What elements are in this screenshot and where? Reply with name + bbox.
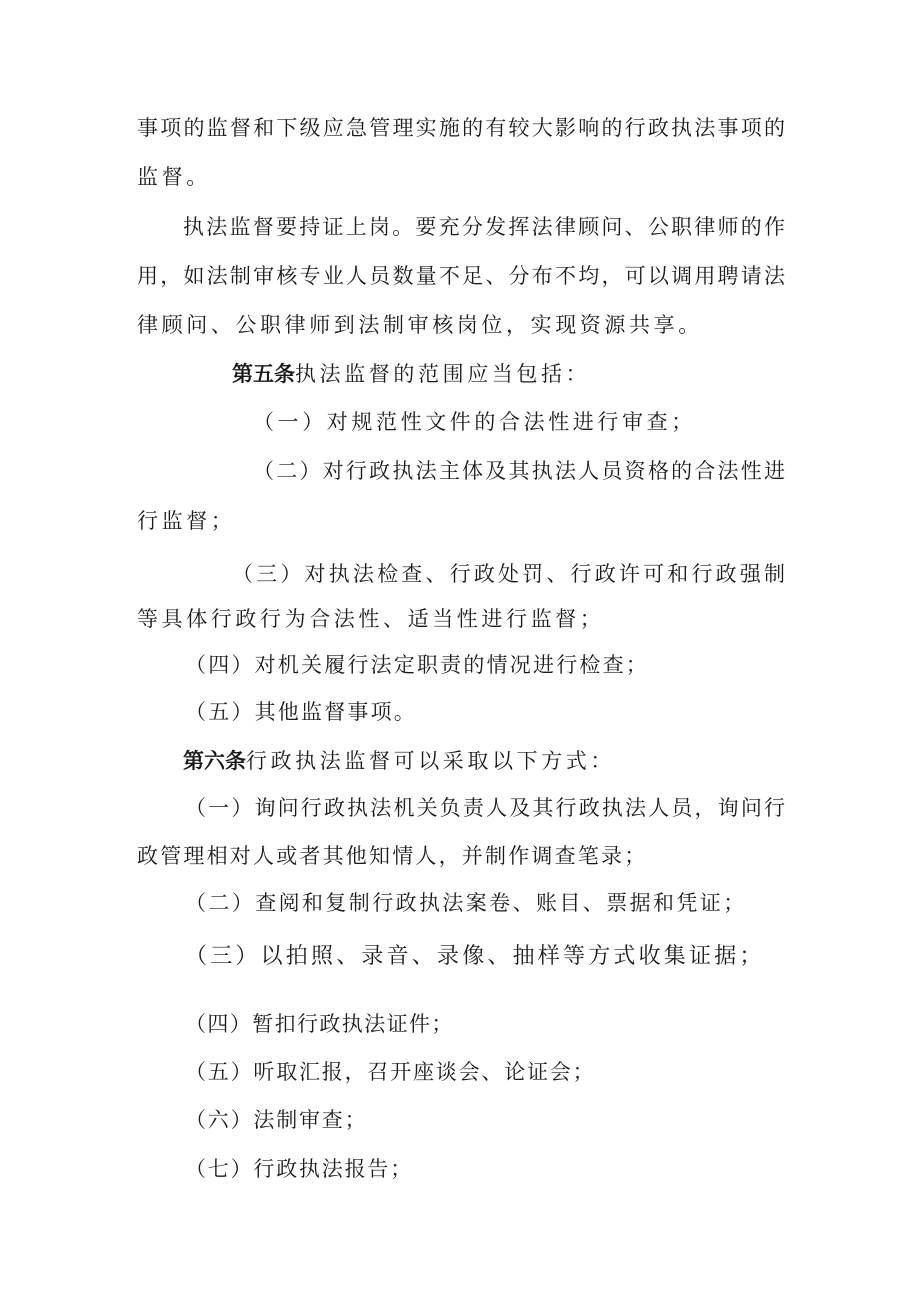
article-5-line (232, 361, 590, 387)
list-item: （七）行政执法报告； (185, 1157, 413, 1181)
article-6-line (183, 748, 615, 774)
list-item: （五）其他监督事项。 (185, 700, 417, 724)
list-item: （四）暂扣行政执法证件； (185, 1012, 454, 1036)
list-item: （一）询问行政执法机关负责人及其行政执法人员，询问行 (185, 796, 785, 820)
list-item-continuation: 政管理相对人或者其他知情人，并制作调查笔录； (137, 844, 648, 868)
list-item: （三）对执法检查、行政处罚、行政许可和行政强制 (232, 562, 785, 586)
list-item-continuation: 行监督； (137, 509, 236, 533)
paragraph-line: 律顾问、公职律师到法制审核岗位，实现资源共享。 (137, 313, 703, 337)
paragraph-line: 监督。 (137, 165, 211, 189)
paragraph-line: 事项的监督和下级应急管理实施的有较大影响的行政执法事项的 (137, 116, 785, 140)
paragraph-line: 用，如法制审核专业人员数量不足、分布不均，可以调用聘请法 (137, 264, 785, 288)
list-item: （四）对机关履行法定职责的情况进行检查； (185, 653, 649, 677)
list-item: （一）对规范性文件的合法性进行审查； (253, 410, 696, 434)
list-item: （六）法制审查； (185, 1108, 368, 1132)
list-item: （三）以拍照、录音、录像、抽样等方式收集证据； (185, 944, 765, 969)
article-text: 执法监督的范围应当包括： (295, 362, 591, 386)
article-heading: 第六条 (183, 749, 246, 773)
list-item: （二）查阅和复制行政执法案卷、账目、票据和凭证； (185, 891, 747, 915)
article-heading: 第五条 (232, 362, 295, 386)
list-item: （二）对行政执法主体及其执法人员资格的合法性进 (253, 459, 785, 483)
list-item: （五）听取汇报，召开座谈会、论证会； (185, 1060, 596, 1084)
list-item-continuation: 等具体行政行为合法性、适当性进行监督； (137, 607, 605, 631)
article-text: 行政执法监督可以采取以下方式： (246, 749, 615, 773)
paragraph-line: 执法监督要持证上岗。要充分发挥法律顾问、公职律师的作 (183, 215, 785, 239)
